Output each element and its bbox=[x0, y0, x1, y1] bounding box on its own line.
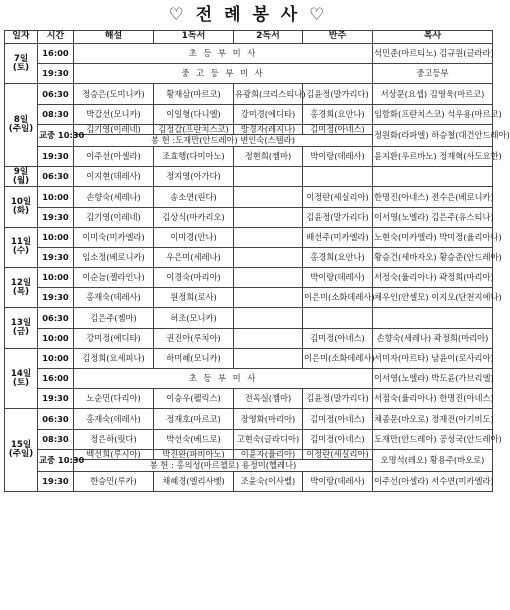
reading1-cell: 하미혜(모니카) bbox=[154, 348, 234, 368]
time-cell: 10:00 bbox=[38, 187, 74, 207]
reading2-cell bbox=[234, 167, 303, 187]
reading1-cell: 정지영(아가다) bbox=[154, 167, 234, 187]
time-cell: 19:30 bbox=[38, 389, 74, 409]
date-cell bbox=[5, 409, 38, 492]
weekday-label: (월) bbox=[12, 175, 30, 186]
mass-label: 중 고 등 부 미 사 bbox=[74, 64, 373, 84]
altar-server-cell: 이서영(노엘라) 김은주(유스티나) bbox=[373, 207, 493, 227]
schedule-row bbox=[5, 247, 493, 267]
schedule-row bbox=[5, 389, 493, 409]
time-cell: 06:30 bbox=[38, 308, 74, 328]
accompaniment-cell: 이은미(소화데레사) bbox=[303, 288, 373, 308]
page-title: ♡ 전 례 봉 사 ♡ bbox=[168, 5, 328, 25]
time-cell: 16:00 bbox=[38, 44, 74, 64]
reading2-cell bbox=[234, 288, 303, 308]
schedule-row bbox=[5, 429, 493, 449]
commentary-cell: 정승은(도미니카) bbox=[74, 84, 154, 104]
commentary-cell: 김정희(요세피나) bbox=[74, 348, 154, 368]
reading1-cell: 박진완(파비아노) bbox=[154, 449, 234, 459]
altar-server-cell: 이서영(노엘라) 박도윤(가브리엘) bbox=[373, 369, 493, 389]
weekday-label: (금) bbox=[12, 327, 30, 338]
reading2-cell: 정현희(젬마) bbox=[234, 146, 303, 166]
date-label: 9일 bbox=[13, 166, 29, 177]
altar-server-cell: 임함화(프란치스코) 석우용(마르코) bbox=[373, 104, 493, 124]
reading2-cell bbox=[234, 268, 303, 288]
date-label: 15일 bbox=[10, 440, 32, 451]
reading2-cell: 강미경(에디타) bbox=[234, 104, 303, 124]
date-label: 7일 bbox=[13, 53, 29, 64]
schedule-row bbox=[5, 268, 493, 288]
reading2-cell bbox=[234, 247, 303, 267]
date-cell bbox=[5, 84, 38, 167]
time-cell: 08:30 bbox=[38, 429, 74, 449]
commentary-cell: 손향숙(세레나) bbox=[74, 187, 154, 207]
time-cell: 19:30 bbox=[38, 146, 74, 166]
reading1-cell: 정재호(마르코) bbox=[154, 409, 234, 429]
time-cell: 06:30 bbox=[38, 167, 74, 187]
time-cell: 19:30 bbox=[38, 288, 74, 308]
reading1-cell: 이일형(다니엘) bbox=[154, 104, 234, 124]
mass-label: 초 등 부 미 사 bbox=[74, 44, 373, 64]
altar-server-cell: 서상문(요셉) 김영욱(마르코) bbox=[373, 84, 493, 104]
date-label: 11일 bbox=[10, 237, 32, 248]
altar-server-cell: 황승건(세바자오) 황승준(안드레아) bbox=[373, 247, 493, 267]
commentary-cell: 강미정(에디타) bbox=[74, 328, 154, 348]
schedule-row bbox=[5, 348, 493, 368]
time-cell: 06:30 bbox=[38, 84, 74, 104]
weekday-label: (주일) bbox=[8, 124, 34, 135]
reading1-cell: 허조(모니카) bbox=[154, 308, 234, 328]
commentary-cell: 노순민(다리아) bbox=[74, 389, 154, 409]
commentary-cell: 이주선(아셀라) bbox=[74, 146, 154, 166]
altar-server-cell: 채종문(바오로) 정재진(아기비도) bbox=[373, 409, 493, 429]
weekday-label: (주일) bbox=[8, 449, 34, 460]
accompaniment-cell bbox=[303, 167, 373, 187]
reading2-cell: 방경자(레지나) bbox=[234, 124, 303, 134]
date-label: 14일 bbox=[10, 368, 32, 379]
accompaniment-cell: 박이랑(데레사) bbox=[303, 471, 373, 491]
schedule-row bbox=[5, 369, 493, 389]
weekday-label: (토) bbox=[12, 377, 30, 388]
reading2-cell: 유광희(크리스티나) bbox=[234, 84, 303, 104]
commentary-cell: 박갑선(모니카) bbox=[74, 104, 154, 124]
time-cell: 10:00 bbox=[38, 328, 74, 348]
reading1-cell: 이승우(펠릭스) bbox=[154, 389, 234, 409]
accompaniment-cell: 김미정(아네스) bbox=[303, 409, 373, 429]
schedule-row bbox=[5, 288, 493, 308]
schedule-row bbox=[5, 44, 493, 64]
reading2-cell: 장영화(마리아) bbox=[234, 409, 303, 429]
altar-server-cell: 윤지환(우르바노) 정재혁(사도요한) bbox=[373, 146, 493, 166]
altar-server-cell: 채우인(안셀모) 이지오(단천지에나) bbox=[373, 288, 493, 308]
schedule-row bbox=[5, 471, 493, 491]
time-cell: 06:30 bbox=[38, 409, 74, 429]
reading1-cell: 송소연(린다) bbox=[154, 187, 234, 207]
schedule-row bbox=[5, 124, 493, 134]
commentary-cell: 김은주(젬마) bbox=[74, 308, 154, 328]
accompaniment-cell: 이정란(세실리아) bbox=[303, 449, 373, 459]
schedule-row bbox=[5, 167, 493, 187]
schedule-row bbox=[5, 207, 493, 227]
accompaniment-cell: 김미정(아네스) bbox=[303, 124, 373, 134]
accompaniment-cell: 김윤정(말가리다) bbox=[303, 389, 373, 409]
schedule-row bbox=[5, 104, 493, 124]
accompaniment-cell: 김미정(아네스) bbox=[303, 328, 373, 348]
accompaniment-cell: 홍경희(요안나) bbox=[303, 247, 373, 267]
accompaniment-cell: 배선주(미카엘라) bbox=[303, 227, 373, 247]
weekday-label: (목) bbox=[12, 286, 30, 297]
date-label: 13일 bbox=[10, 318, 32, 329]
weekday-label: (토) bbox=[12, 62, 30, 73]
date-cell bbox=[5, 167, 38, 187]
schedule-row bbox=[5, 328, 493, 348]
accompaniment-cell: 박이랑(데레사) bbox=[303, 146, 373, 166]
schedule-row bbox=[5, 64, 493, 84]
reading1-cell: 김정갑(프란치스코) bbox=[154, 124, 234, 134]
time-cell: 08:30 bbox=[38, 104, 74, 124]
reading1-cell: 권진아(루치아) bbox=[154, 328, 234, 348]
accompaniment-cell: 홍경희(요안나) bbox=[303, 104, 373, 124]
accompaniment-cell: 김윤정(말가리다) bbox=[303, 207, 373, 227]
column-header: 복사 bbox=[373, 31, 493, 44]
date-label: 10일 bbox=[10, 196, 32, 207]
altar-server-cell: 서점숙(율리아나) 한명진(아네스) bbox=[373, 389, 493, 409]
column-header: 해설 bbox=[74, 31, 154, 44]
schedule-row bbox=[5, 409, 493, 429]
commentary-cell: 김기영(이레네) bbox=[74, 124, 154, 134]
date-cell bbox=[5, 348, 38, 409]
altar-server-cell bbox=[373, 167, 493, 187]
reading2-cell bbox=[234, 187, 303, 207]
column-header: 반주 bbox=[303, 31, 373, 44]
time-cell: 10:00 bbox=[38, 348, 74, 368]
accompaniment-cell bbox=[303, 308, 373, 328]
commentary-cell: 이순늠(젤라인나) bbox=[74, 268, 154, 288]
liturgy-schedule-table bbox=[4, 30, 510, 492]
schedule-row bbox=[5, 187, 493, 207]
altar-server-cell: 서미자(마르타) 남윤이(로사리아) bbox=[373, 348, 493, 368]
time-cell: 10:00 bbox=[38, 268, 74, 288]
schedule-row bbox=[5, 146, 493, 166]
date-cell bbox=[5, 227, 38, 267]
reading1-cell: 채혜경(엘리사벳) bbox=[154, 471, 234, 491]
date-label: 12일 bbox=[10, 277, 32, 288]
reading1-cell: 조효행(다미아노) bbox=[154, 146, 234, 166]
time-cell: 16:00 bbox=[38, 369, 74, 389]
reading1-cell: 원정희(로사) bbox=[154, 288, 234, 308]
offering-cell: 봉 헌 :도재만(안드레아) 변인숙(스텔라) bbox=[74, 135, 373, 147]
time-cell: 19:30 bbox=[38, 64, 74, 84]
commentary-cell: 김기영(이레네) bbox=[74, 207, 154, 227]
reading1-cell: 황재삼(마르코) bbox=[154, 84, 234, 104]
date-cell bbox=[5, 44, 38, 84]
altar-server-cell: 도재만(안드레아) 공성국(안드레아) bbox=[373, 429, 493, 449]
schedule-row bbox=[5, 308, 493, 328]
reading2-cell: 전옥실(젬마) bbox=[234, 389, 303, 409]
weekday-label: (수) bbox=[12, 246, 30, 257]
date-label: 8일 bbox=[13, 115, 29, 126]
column-header: 1독서 bbox=[154, 31, 234, 44]
reading2-cell bbox=[234, 207, 303, 227]
reading1-cell: 김상식(마카리오) bbox=[154, 207, 234, 227]
reading2-cell bbox=[234, 227, 303, 247]
mass-label: 초 등 부 미 사 bbox=[74, 369, 373, 389]
reading1-cell: 이미경(안나) bbox=[154, 227, 234, 247]
schedule-row bbox=[5, 449, 493, 459]
time-cell: 10:00 bbox=[38, 227, 74, 247]
reading1-cell: 이경숙(마리아) bbox=[154, 268, 234, 288]
accompaniment-cell: 이정란(세실리아) bbox=[303, 187, 373, 207]
schedule-row bbox=[5, 84, 493, 104]
reading2-cell bbox=[234, 308, 303, 328]
altar-server-cell: 오명석(레오) 황용주(바오로) bbox=[373, 449, 493, 471]
reading1-cell: 우은미(세레나) bbox=[154, 247, 234, 267]
commentary-cell: 홍재숙(데레사) bbox=[74, 409, 154, 429]
date-cell bbox=[5, 187, 38, 227]
altar-server-cell: 이주선(아셀라) 서수연(미카엘라) bbox=[373, 471, 493, 491]
reading2-cell: 이윤자(율리아) bbox=[234, 449, 303, 459]
time-cell: 교중 10:30 bbox=[38, 449, 74, 471]
column-header: 시간 bbox=[38, 31, 74, 44]
commentary-cell: 한승민(루카) bbox=[74, 471, 154, 491]
reading2-cell bbox=[234, 348, 303, 368]
header-row bbox=[5, 31, 493, 44]
accompaniment-cell: 박이랑(데레사) bbox=[303, 268, 373, 288]
reading2-cell: 고현숙(글라디아) bbox=[234, 429, 303, 449]
commentary-cell: 백선희(루시아) bbox=[74, 449, 154, 459]
date-cell bbox=[5, 308, 38, 348]
time-cell: 교중 10:30 bbox=[38, 124, 74, 146]
reading1-cell: 박선숙(베드로) bbox=[154, 429, 234, 449]
altar-server-cell: 한명진(아네스) 전수은(베로니카) bbox=[373, 187, 493, 207]
accompaniment-cell: 김미정(아네스) bbox=[303, 429, 373, 449]
weekday-label: (화) bbox=[12, 206, 30, 216]
altar-server-cell bbox=[373, 308, 493, 328]
commentary-cell: 이지현(데레사) bbox=[74, 167, 154, 187]
commentary-cell: 홍재숙(데레사) bbox=[74, 288, 154, 308]
schedule-row bbox=[5, 227, 493, 247]
date-cell bbox=[5, 268, 38, 308]
accompaniment-cell: 이은미(소화데레사) bbox=[303, 348, 373, 368]
commentary-cell: 임소정(베로니카) bbox=[74, 247, 154, 267]
time-cell: 19:30 bbox=[38, 471, 74, 491]
time-cell: 19:30 bbox=[38, 247, 74, 267]
altar-server-cell: 손향숙(세레나) 곽정희(마리아) bbox=[373, 328, 493, 348]
altar-server-cell: 노현숙(미카엘라) 박미정(율리아나) bbox=[373, 227, 493, 247]
time-cell: 19:30 bbox=[38, 207, 74, 227]
column-header: 2독서 bbox=[234, 31, 303, 44]
offering-cell: 봉 헌 : 홍의성(마르첼로) 용정미(헬레나) bbox=[74, 460, 373, 472]
altar-server-cell: 중고등부 bbox=[373, 64, 493, 84]
accompaniment-cell: 김윤정(말가리다) bbox=[303, 84, 373, 104]
reading2-cell bbox=[234, 328, 303, 348]
altar-server-cell: 석민준(마르티노) 김규원(글라라) bbox=[373, 44, 493, 64]
altar-server-cell: 정원화(라파엘) 하승철(대건안드레아) bbox=[373, 124, 493, 146]
reading2-cell: 조윤숙(이사벨) bbox=[234, 471, 303, 491]
altar-server-cell: 서정숙(율리아나) 곽정희(마리아) bbox=[373, 268, 493, 288]
column-header: 일자 bbox=[5, 31, 38, 44]
commentary-cell: 이미숙(미카엘라) bbox=[74, 227, 154, 247]
commentary-cell: 정은하(릿다) bbox=[74, 429, 154, 449]
